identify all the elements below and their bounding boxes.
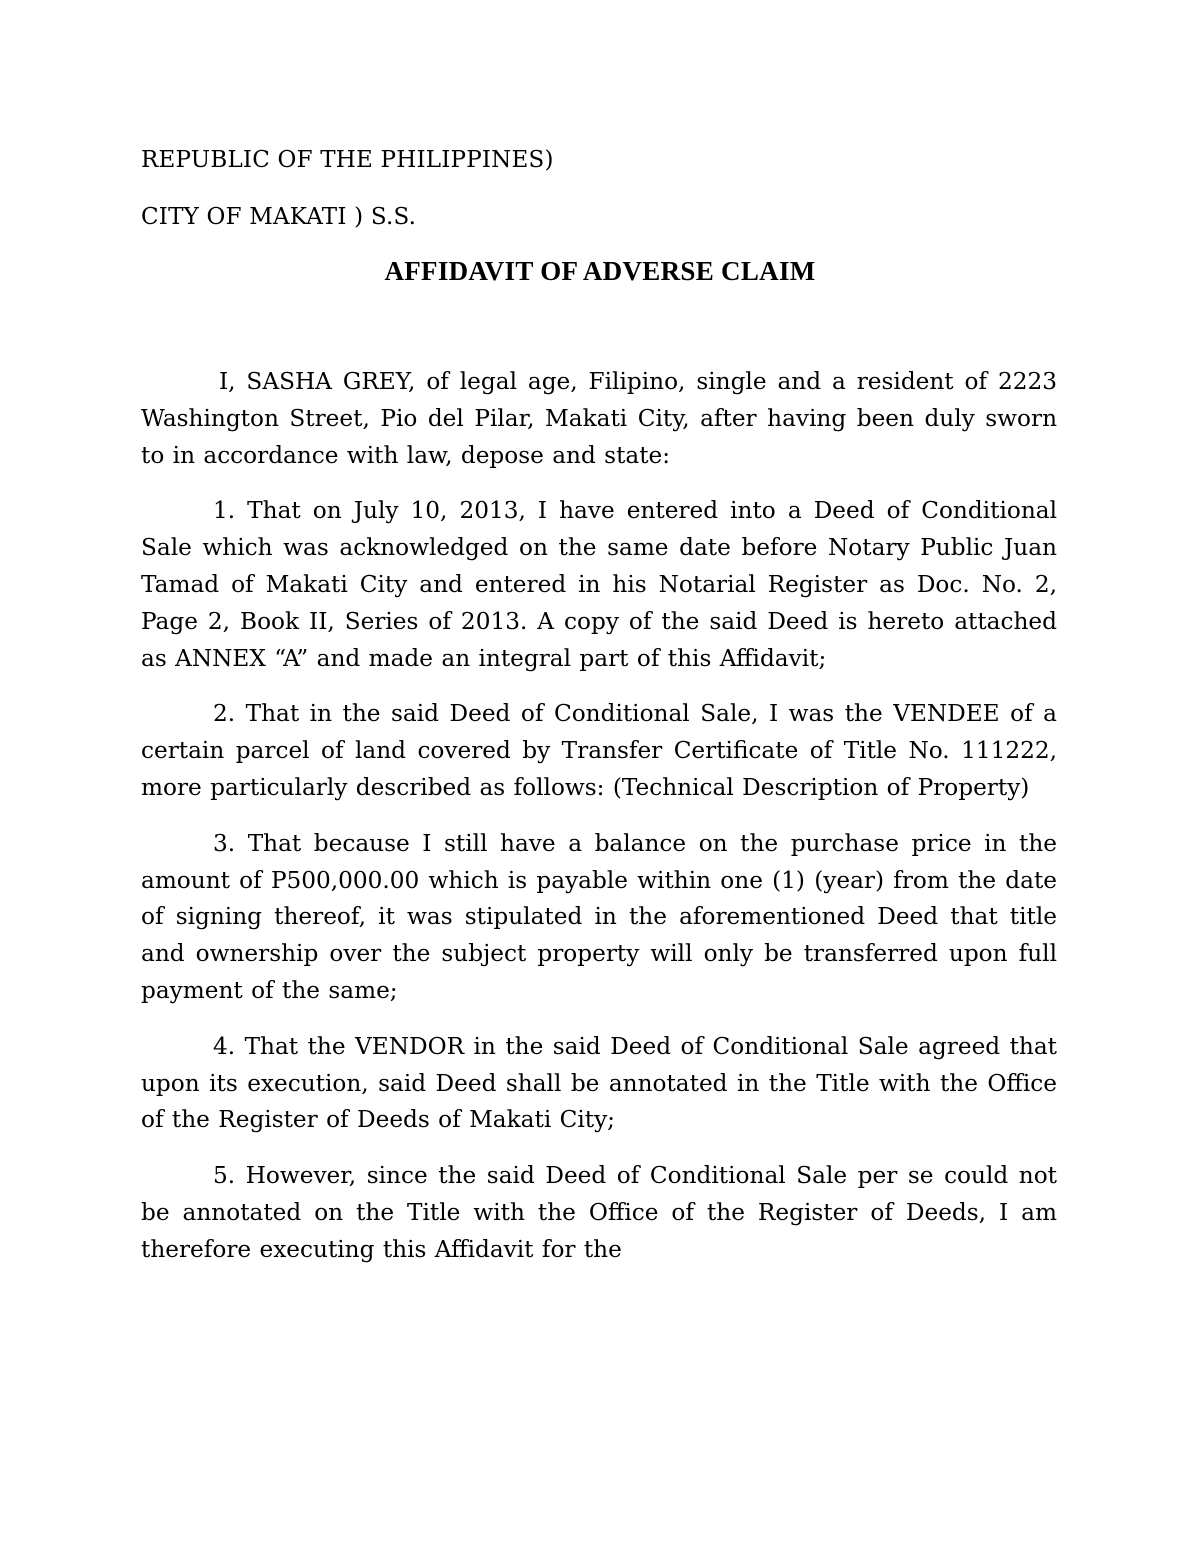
paragraph-3: 3. That because I still have a balance on the purchase price in the amount of P500,000.00 which is payable within one (1) (year) from the date of signing thereof, it was stipulated in the aforementioned Deed that title and ownership over the subject property will only be transferred upon full payment of the same;	[141, 829, 1057, 1004]
paragraph-2: 2. That in the said Deed of Conditional Sale, I was the VENDEE of a certain parcel of land covered by Transfer Certificate of Title No. 111222, more particularly described as follows: (Technical Description of Property)	[141, 700, 1057, 801]
document-body	[141, 364, 1057, 1288]
paragraph-5: 5. However, since the said Deed of Conditional Sale per se could not be annotated on the Title with the Office of the Register of Deeds, I am therefore executing this Affidavit for the	[141, 1162, 1057, 1263]
document-title: AFFIDAVIT OF ADVERSE CLAIM	[384, 256, 816, 286]
paragraph-1: 1. That on July 10, 2013, I have entered into a Deed of Conditional Sale which was acknowledged on the same date before Notary Public Juan Tamad of Makati City and entered in his Notarial Register as Doc. No. 2, Page 2, Book II, Series of 2013. A copy of the said Deed is hereto attached as ANNEX “A” and made an integral part of this Affidavit;	[141, 497, 1057, 672]
venue-line-republic: REPUBLIC OF THE PHILIPPINES)	[141, 147, 554, 173]
paragraph-4: 4. That the VENDOR in the said Deed of Conditional Sale agreed that upon its execution, said Deed shall be annotated in the Title with the Office of the Register of Deeds of Makati City;	[141, 1032, 1057, 1134]
venue-line-city: CITY OF MAKATI ) S.S.	[141, 204, 417, 230]
paragraph-intro: I, SASHA GREY, of legal age, Filipino, single and a resident of 2223 Washington Street, Pio del Pilar, Makati City, after having been duly sworn to in accordance with law, depose and state:	[141, 368, 1057, 469]
